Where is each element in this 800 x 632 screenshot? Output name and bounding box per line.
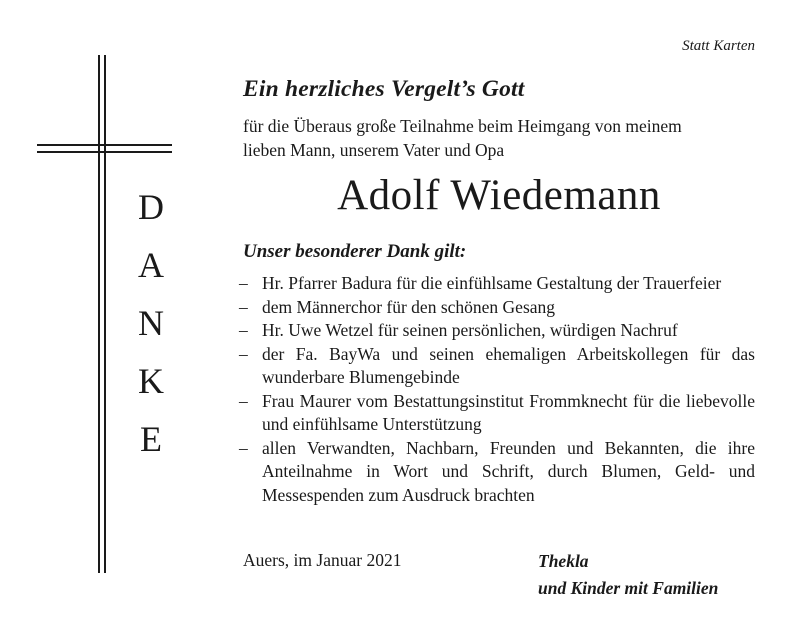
dash-bullet: – <box>239 273 248 293</box>
signature-line: Thekla <box>538 551 589 571</box>
danke-letter: D <box>138 187 164 227</box>
list-item <box>239 296 755 320</box>
list-item-text: dem Männerchor für den schönen Gesang <box>262 296 556 317</box>
intro-text <box>243 114 755 162</box>
deceased-name: Adolf Wiedemann <box>337 172 661 219</box>
list-item <box>239 343 755 390</box>
place-date: Auers, im Januar 2021 <box>243 550 402 570</box>
dash-bullet: – <box>239 320 248 340</box>
intro-line: lieben Mann, unserem Vater und Opa <box>243 140 505 160</box>
list-item-text: der Fa. BayWa und seinen ehemaligen Arbeitskollegen für das wunderbare Blumengebinde <box>262 343 755 387</box>
list-item-text: Hr. Uwe Wetzel für seinen persönlichen, würdigen Nachruf <box>262 320 678 340</box>
danke-letter: N <box>138 303 164 343</box>
dash-bullet: – <box>239 390 248 411</box>
list-item-text: Frau Maurer vom Bestattungsinstitut Frommknecht für die liebevolle und einfühlsame Unterstützung <box>262 390 755 434</box>
danke-vertical-text <box>120 185 182 475</box>
danke-letter: K <box>138 361 164 401</box>
danke-letter: E <box>140 419 162 459</box>
list-item <box>239 272 755 296</box>
signature <box>538 548 718 602</box>
dash-bullet: – <box>239 343 248 364</box>
danke-letter: A <box>138 245 164 285</box>
dash-bullet: – <box>239 437 248 458</box>
list-item <box>239 390 755 437</box>
list-item <box>239 437 755 508</box>
list-item-text: allen Verwandten, Nachbarn, Freunden und Bekannten, die ihre Anteilnahme in Wort und Schrift, durch Blumen, Geld- und Messespenden zum Ausdruck brachten <box>262 437 755 505</box>
headline: Ein herzliches Vergelt’s Gott <box>243 76 525 102</box>
cross-vertical-line <box>104 55 106 573</box>
dash-bullet: – <box>239 296 248 317</box>
list-item-text: Hr. Pfarrer Badura für die einfühlsame Gestaltung der Trauerfeier <box>262 273 722 293</box>
list-item <box>239 319 755 343</box>
cross-vertical-line <box>98 55 100 573</box>
signature-line: und Kinder mit Familien <box>538 578 719 598</box>
cross-horizontal-line <box>37 151 172 153</box>
thanks-list <box>239 272 755 507</box>
statt-karten-note: Statt Karten <box>682 38 755 54</box>
intro-line: für die Überaus große Teilnahme beim Heimgang von meinem <box>243 116 682 136</box>
cross-horizontal-line <box>37 144 172 146</box>
thanks-title: Unser besonderer Dank gilt: <box>243 241 467 262</box>
